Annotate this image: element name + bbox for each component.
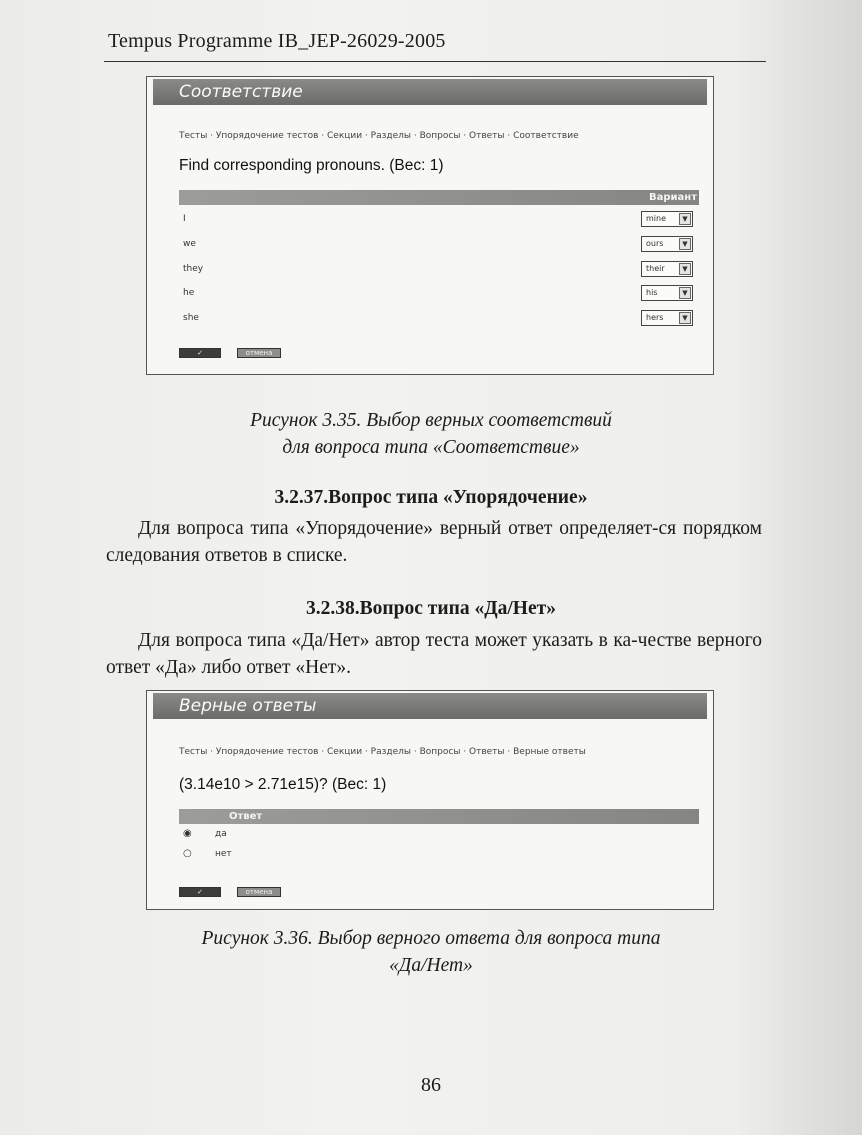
row-label: we: [183, 239, 196, 249]
header-rule: [104, 61, 766, 62]
column-answer: Ответ: [229, 811, 263, 822]
paragraph: [106, 627, 762, 681]
breadcrumb[interactable]: Тесты · Упорядочение тестов · Секции · Разделы · Вопросы · Ответы · Соответствие: [179, 131, 579, 141]
caption-line: для вопроса типа «Соответствие»: [282, 437, 580, 458]
variant-select[interactable]: [641, 261, 693, 277]
figure-matching-screenshot: [146, 76, 714, 375]
caption-line: Рисунок 3.36. Выбор верного ответа для вопроса типа: [201, 928, 661, 949]
variant-select[interactable]: [641, 310, 693, 326]
variant-value: his: [646, 288, 658, 297]
section-heading: 3.2.37.Вопрос типа «Упорядочение»: [274, 487, 588, 508]
option-label: да: [215, 829, 227, 839]
variant-value: their: [646, 264, 665, 273]
paragraph: [106, 515, 762, 569]
chevron-down-icon[interactable]: ▼: [679, 312, 691, 324]
save-button[interactable]: ✓: [179, 887, 221, 897]
running-head: Tempus Programme IB_JEP-26029-2005: [108, 30, 446, 52]
figure-yesno-screenshot: [146, 690, 714, 910]
radio-no[interactable]: ○: [183, 848, 192, 859]
figure-caption: [0, 925, 862, 979]
table-header: [179, 809, 699, 824]
column-variant: Вариант: [649, 192, 697, 203]
variant-value: mine: [646, 214, 667, 223]
figure-caption: [0, 407, 862, 461]
breadcrumb[interactable]: Тесты · Упорядочение тестов · Секции · Разделы · Вопросы · Ответы · Верные ответы: [179, 747, 586, 757]
option-label: нет: [215, 849, 232, 859]
paragraph-text: Для вопроса типа «Упорядочение» верный ответ определяет-ся порядком следования ответов в списке.: [106, 518, 762, 566]
window-title: Соответствие: [153, 79, 707, 105]
cancel-button[interactable]: отмена: [237, 348, 281, 358]
row-label: they: [183, 264, 204, 274]
variant-select[interactable]: [641, 211, 693, 227]
caption-line: Рисунок 3.35. Выбор верных соответствий: [250, 410, 612, 431]
page-number: 86: [421, 1074, 441, 1096]
row-label: he: [183, 288, 195, 298]
window-title: Верные ответы: [153, 693, 707, 719]
question-text: (3.14e10 > 2.71e15)? (Вес: 1): [179, 776, 387, 793]
variant-value: ours: [646, 239, 664, 248]
chevron-down-icon[interactable]: ▼: [679, 213, 691, 225]
section-heading: 3.2.38.Вопрос типа «Да/Нет»: [306, 598, 556, 619]
paragraph-text: Для вопроса типа «Да/Нет» автор теста может указать в ка-честве верного ответ «Да» либо ответ «Нет».: [106, 630, 762, 678]
table-header: [179, 190, 699, 205]
cancel-button[interactable]: отмена: [237, 887, 281, 897]
chevron-down-icon[interactable]: ▼: [679, 238, 691, 250]
chevron-down-icon[interactable]: ▼: [679, 287, 691, 299]
save-button[interactable]: ✓: [179, 348, 221, 358]
variant-select[interactable]: [641, 236, 693, 252]
row-label: she: [183, 313, 199, 323]
variant-value: hers: [646, 313, 664, 322]
caption-line: «Да/Нет»: [389, 955, 473, 976]
row-label: I: [183, 214, 186, 224]
variant-select[interactable]: [641, 285, 693, 301]
question-text: Find corresponding pronouns. (Вес: 1): [179, 157, 444, 174]
radio-yes[interactable]: ◉: [183, 828, 192, 839]
chevron-down-icon[interactable]: ▼: [679, 263, 691, 275]
